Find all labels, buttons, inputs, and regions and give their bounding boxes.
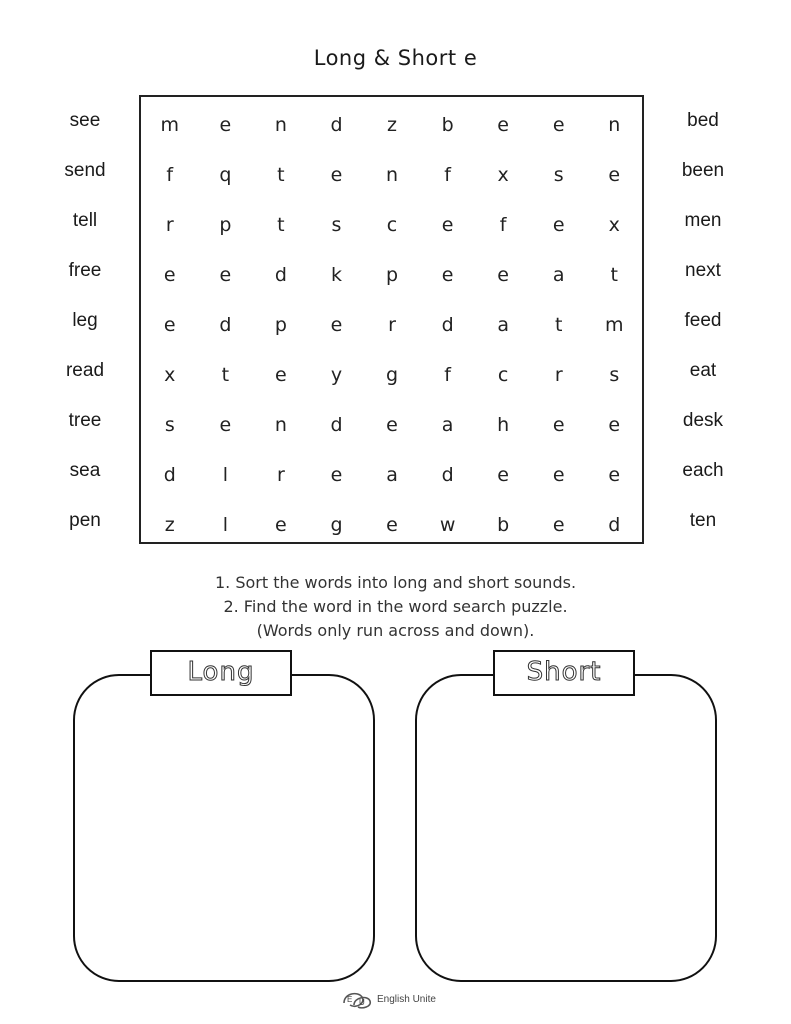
grid-letter[interactable]: c xyxy=(386,214,398,236)
grid-letter[interactable]: f xyxy=(444,164,451,186)
grid-letter[interactable]: e xyxy=(441,214,454,236)
word-list-item: tree xyxy=(68,410,102,431)
grid-letter[interactable]: t xyxy=(221,364,230,386)
grid-letter[interactable]: a xyxy=(552,264,565,286)
grid-letter[interactable]: e xyxy=(386,414,398,436)
grid-letter[interactable]: a xyxy=(497,314,509,336)
word-search-grid xyxy=(139,95,644,544)
grid-letter[interactable]: n xyxy=(274,414,287,436)
grid-letter[interactable]: f xyxy=(444,364,451,386)
word-list-item: bed xyxy=(687,110,719,131)
grid-letter[interactable]: e xyxy=(552,414,565,436)
word-list-item: leg xyxy=(72,310,98,331)
grid-letter[interactable]: e xyxy=(497,114,509,136)
grid-letter[interactable]: e xyxy=(608,164,621,186)
grid-letter[interactable]: c xyxy=(497,364,509,386)
grid-letter[interactable]: a xyxy=(441,414,454,436)
grid-letter[interactable]: n xyxy=(386,164,399,186)
grid-letter[interactable]: g xyxy=(386,364,399,386)
grid-letter[interactable]: d xyxy=(219,314,232,336)
grid-row xyxy=(141,150,642,200)
instructions xyxy=(0,571,791,643)
grid-letter[interactable]: e xyxy=(552,114,565,136)
grid-letter[interactable]: e xyxy=(163,264,176,286)
grid-letter[interactable]: y xyxy=(330,364,343,386)
grid-letter[interactable]: s xyxy=(331,214,342,236)
word-list-item: ten xyxy=(689,510,717,531)
grid-letter[interactable]: r xyxy=(277,464,285,486)
grid-letter[interactable]: z xyxy=(387,114,398,136)
grid-letter[interactable]: r xyxy=(388,314,396,336)
grid-letter[interactable]: k xyxy=(330,264,342,286)
grid-row xyxy=(141,300,642,350)
grid-letter[interactable]: d xyxy=(163,464,176,486)
grid-letter[interactable]: g xyxy=(330,514,343,536)
grid-letter[interactable]: l xyxy=(222,464,228,486)
word-list-item: tell xyxy=(72,210,98,231)
worksheet-title: Long & Short e xyxy=(313,46,478,70)
grid-letter[interactable]: p xyxy=(219,214,232,236)
word-list-item: been xyxy=(681,160,725,181)
grid-letter[interactable]: r xyxy=(165,214,174,236)
grid-letter[interactable]: e xyxy=(441,264,454,286)
grid-letter[interactable]: d xyxy=(441,314,454,336)
svg-text:U: U xyxy=(359,998,365,1007)
grid-letter[interactable]: x xyxy=(497,164,509,186)
grid-letter[interactable]: d xyxy=(330,414,343,436)
grid-letter[interactable]: n xyxy=(608,114,621,136)
grid-letter[interactable]: e xyxy=(163,314,176,336)
word-list-left xyxy=(30,101,140,551)
grid-letter[interactable]: b xyxy=(441,114,454,136)
grid-letter[interactable]: n xyxy=(274,114,287,136)
long-sort-box[interactable] xyxy=(73,674,375,982)
grid-letter[interactable]: h xyxy=(497,414,510,436)
grid-letter[interactable]: e xyxy=(386,514,398,536)
grid-letter[interactable]: d xyxy=(330,114,343,136)
grid-letter[interactable]: m xyxy=(605,314,624,336)
grid-letter[interactable]: x xyxy=(608,214,620,236)
grid-row xyxy=(141,350,642,400)
grid-letter[interactable]: e xyxy=(608,464,621,486)
grid-letter[interactable]: f xyxy=(166,164,174,186)
short-sort-box[interactable] xyxy=(415,674,717,982)
word-list-right xyxy=(648,101,758,551)
long-label: Long xyxy=(150,650,292,696)
grid-row xyxy=(141,500,642,550)
grid-letter[interactable]: p xyxy=(386,264,399,286)
grid-letter[interactable]: w xyxy=(439,514,456,536)
grid-letter[interactable]: q xyxy=(219,164,232,186)
grid-row xyxy=(141,400,642,450)
word-list-item: each xyxy=(682,460,724,481)
grid-letter[interactable]: t xyxy=(277,164,285,186)
grid-letter[interactable]: e xyxy=(330,314,343,336)
grid-letter[interactable]: l xyxy=(222,514,228,536)
grid-letter[interactable]: f xyxy=(499,214,507,236)
grid-letter[interactable]: d xyxy=(274,264,287,286)
grid-letter[interactable]: e xyxy=(608,414,621,436)
word-list-item: read xyxy=(65,360,105,381)
word-list-item: feed xyxy=(684,310,722,331)
instruction-line: 1. Sort the words into long and short sounds. xyxy=(214,573,577,592)
grid-letter[interactable]: s xyxy=(553,164,564,186)
grid-letter[interactable]: r xyxy=(554,364,563,386)
grid-letter[interactable]: d xyxy=(441,464,454,486)
grid-letter[interactable]: e xyxy=(275,364,287,386)
grid-letter[interactable]: e xyxy=(552,514,565,536)
footer-brand xyxy=(340,987,436,1011)
grid-letter[interactable]: e xyxy=(275,514,287,536)
word-list-item: desk xyxy=(682,410,724,431)
word-list-item: free xyxy=(68,260,102,281)
grid-letter[interactable]: e xyxy=(497,464,509,486)
instruction-line: 2. Find the word in the word search puzzle. xyxy=(223,597,568,616)
grid-row xyxy=(141,200,642,250)
word-list-item: see xyxy=(69,110,101,131)
grid-letter[interactable]: t xyxy=(277,214,285,236)
grid-letter[interactable]: e xyxy=(552,464,565,486)
english-unite-logo-icon xyxy=(340,987,374,1011)
grid-letter[interactable]: x xyxy=(164,364,176,386)
grid-letter[interactable]: b xyxy=(497,514,510,536)
grid-row xyxy=(141,250,642,300)
grid-row xyxy=(141,100,642,150)
word-list-item: send xyxy=(64,160,106,181)
grid-letter[interactable]: e xyxy=(330,464,343,486)
grid-letter[interactable]: t xyxy=(554,314,563,336)
grid-letter[interactable]: m xyxy=(160,114,180,136)
grid-letter[interactable]: z xyxy=(164,514,175,536)
grid-letter[interactable]: p xyxy=(274,314,287,336)
footer-text: English Unite xyxy=(377,993,436,1005)
grid-letter[interactable]: e xyxy=(219,264,232,286)
short-label: Short xyxy=(493,650,635,696)
word-list-item: next xyxy=(685,260,721,281)
word-list-item: men xyxy=(684,210,722,231)
grid-letter[interactable]: e xyxy=(552,214,565,236)
word-list-item: pen xyxy=(69,510,101,531)
grid-letter[interactable]: d xyxy=(608,514,621,536)
instruction-line: (Words only run across and down). xyxy=(256,621,535,640)
grid-letter[interactable]: a xyxy=(386,464,398,486)
grid-letter[interactable]: e xyxy=(330,164,343,186)
grid-row xyxy=(141,450,642,500)
grid-letter[interactable]: s xyxy=(609,364,620,386)
grid-letter[interactable]: t xyxy=(610,264,618,286)
grid-letter[interactable]: s xyxy=(164,414,175,436)
word-list-item: sea xyxy=(69,460,101,481)
svg-text:E: E xyxy=(347,995,353,1004)
word-list-item: eat xyxy=(689,360,717,381)
grid-letter[interactable]: e xyxy=(497,264,509,286)
grid-letter[interactable]: e xyxy=(219,414,232,436)
grid-letter[interactable]: e xyxy=(219,114,232,136)
